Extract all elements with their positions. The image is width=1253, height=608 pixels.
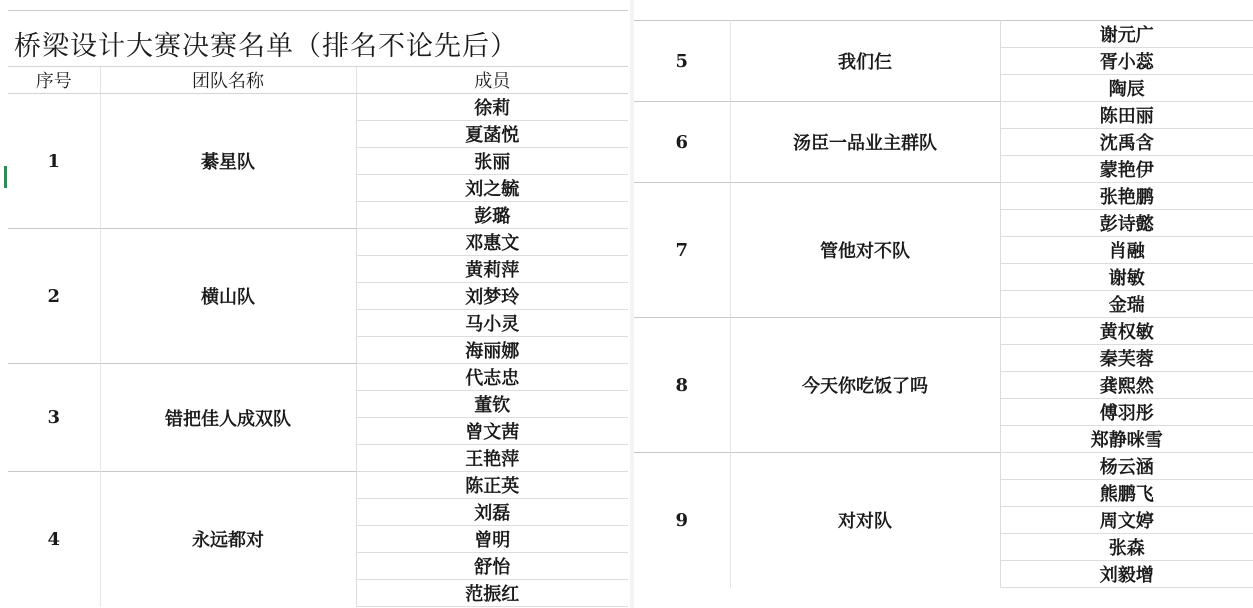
right-table-body — [634, 21, 1253, 588]
member-name: 曾文茜 — [356, 418, 628, 445]
member-name: 王艳萍 — [356, 445, 628, 472]
member-name: 胥小蕊 — [1000, 48, 1253, 75]
team-name: 我们仨 — [730, 21, 1000, 102]
member-name: 谢敏 — [1000, 264, 1253, 291]
member-name: 海丽娜 — [356, 337, 628, 364]
team-index: 1 — [8, 94, 100, 229]
member-name: 夏菡悦 — [356, 121, 628, 148]
member-name: 金瑞 — [1000, 291, 1253, 318]
member-name: 肖融 — [1000, 237, 1253, 264]
team-index: 7 — [634, 183, 730, 318]
team-index: 6 — [634, 102, 730, 183]
team-name: 永远都对 — [100, 472, 356, 607]
member-name: 刘磊 — [356, 499, 628, 526]
table-row — [8, 229, 628, 256]
page-title: 桥梁设计大赛决赛名单（排名不论先后） — [14, 30, 518, 62]
team-name: 对对队 — [730, 453, 1000, 588]
member-name: 曾明 — [356, 526, 628, 553]
member-name: 马小灵 — [356, 310, 628, 337]
table-row — [634, 21, 1253, 48]
team-name: 今天你吃饭了吗 — [730, 318, 1000, 453]
member-name: 谢元广 — [1000, 21, 1253, 48]
member-name: 沈禹含 — [1000, 129, 1253, 156]
member-name: 张森 — [1000, 534, 1253, 561]
team-name: 错把佳人成双队 — [100, 364, 356, 472]
member-name: 陈正英 — [356, 472, 628, 499]
member-name: 刘毅增 — [1000, 561, 1253, 588]
team-index: 3 — [8, 364, 100, 472]
member-name: 徐莉 — [356, 94, 628, 121]
member-name: 舒怡 — [356, 553, 628, 580]
member-name: 邓惠文 — [356, 229, 628, 256]
header-team: 团队名称 — [100, 67, 356, 94]
member-name: 彭诗懿 — [1000, 210, 1253, 237]
table-row — [8, 364, 628, 391]
team-index: 9 — [634, 453, 730, 588]
table-row — [634, 102, 1253, 129]
member-name: 周文婷 — [1000, 507, 1253, 534]
member-name: 刘梦玲 — [356, 283, 628, 310]
team-index: 2 — [8, 229, 100, 364]
left-table-body — [8, 94, 628, 607]
team-name: 汤臣一品业主群队 — [730, 102, 1000, 183]
member-name: 黄莉萍 — [356, 256, 628, 283]
table-row — [634, 453, 1253, 480]
team-index: 4 — [8, 472, 100, 607]
member-name: 彭璐 — [356, 202, 628, 229]
table-row — [634, 318, 1253, 345]
member-name: 黄权敏 — [1000, 318, 1253, 345]
finalists-table-right — [634, 20, 1253, 588]
team-index: 5 — [634, 21, 730, 102]
team-name: 横山队 — [100, 229, 356, 364]
member-name: 秦芙蓉 — [1000, 345, 1253, 372]
right-sheet-panel — [634, 0, 1253, 608]
member-name: 张艳鹏 — [1000, 183, 1253, 210]
member-name: 蒙艳伊 — [1000, 156, 1253, 183]
member-name: 董钦 — [356, 391, 628, 418]
member-name: 杨云涵 — [1000, 453, 1253, 480]
member-name: 龚熙然 — [1000, 372, 1253, 399]
member-name: 熊鹏飞 — [1000, 480, 1253, 507]
finalists-table-left — [8, 20, 628, 607]
member-name: 张丽 — [356, 148, 628, 175]
member-name: 陈田丽 — [1000, 102, 1253, 129]
table-row — [8, 472, 628, 499]
team-index: 8 — [634, 318, 730, 453]
team-name: 綦星队 — [100, 94, 356, 229]
member-name: 郑静咪雪 — [1000, 426, 1253, 453]
table-row — [8, 94, 628, 121]
member-name: 范振红 — [356, 580, 628, 607]
header-members: 成员 — [356, 67, 628, 94]
table-row — [634, 183, 1253, 210]
header-index: 序号 — [8, 67, 100, 94]
member-name: 陶辰 — [1000, 75, 1253, 102]
team-name: 管他对不队 — [730, 183, 1000, 318]
member-name: 傅羽彤 — [1000, 399, 1253, 426]
member-name: 代志忠 — [356, 364, 628, 391]
member-name: 刘之毓 — [356, 175, 628, 202]
